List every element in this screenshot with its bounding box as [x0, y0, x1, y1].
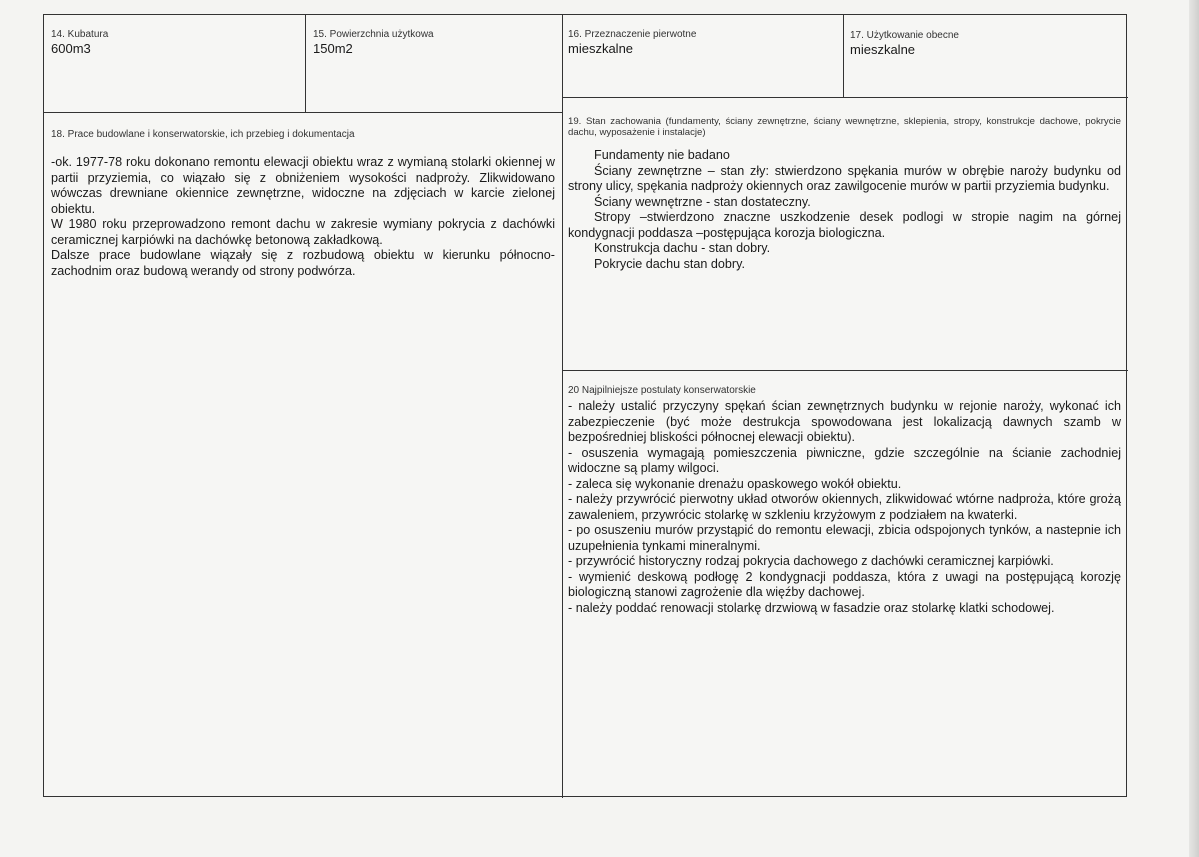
section-18-paragraph: -ok. 1977-78 roku dokonano remontu elewacji obiektu wraz z wymianą stolarki okiennej w partii przyziemia, co wiązało się z obniżeniem wysokości nadproży. Zlikwidowano wówczas drewniane okiennice zewnętrzne, widoczne na zdjęciach w karcie zielonej obiektu. [51, 155, 555, 216]
scan-edge-shadow [1189, 0, 1199, 857]
section-18 [51, 128, 555, 279]
section-19-paragraph: Pokrycie dachu stan dobry. [594, 256, 745, 271]
section-19-paragraph: Stropy –stwierdzono znaczne uszkodzenie desek podlogi w stropie nagim na górnej kondygnacji poddasza –postępująca korozja biologiczna. [568, 210, 1121, 240]
section-19-paragraph: Konstrukcja dachu - stan dobry. [594, 241, 771, 255]
field-kubatura-value: 600m3 [51, 41, 91, 56]
divider-col-14-15 [305, 15, 306, 112]
section-19 [568, 116, 1121, 272]
field-kubatura-label: 14. Kubatura [51, 29, 109, 40]
field-uzytkowanie [850, 29, 1120, 57]
field-powierzchnia-label: 15. Powierzchnia użytkowa [313, 29, 434, 40]
divider-top-row-bottom-left [44, 112, 562, 113]
divider-top-row-bottom-right [562, 97, 1128, 98]
field-uzytkowanie-label: 17. Użytkowanie obecne [850, 30, 959, 41]
section-20-label: 20 Najpilniejsze postulaty konserwatorskie [568, 385, 756, 396]
section-20-paragraph: - należy ustalić przyczyny spękań ścian zewnętrznych budynku w rejonie naroży, wykonać ich zabezpieczenie (być może destrukcja spowodowana jest lokalizacją dawnych szamb w bezpośredniej bliskości północnej elewacji obiektu). [568, 399, 1121, 444]
divider-col-16-17 [843, 15, 844, 97]
field-uzytkowanie-value: mieszkalne [850, 42, 916, 57]
section-19-label: 19. Stan zachowania (fundamenty, ściany zewnętrzne, ściany wewnętrzne, sklepienia, stropy, konstrukcje dachowe, pokrycie dachu, wyposażenie i instalacje) [568, 116, 1121, 138]
form-sheet [43, 14, 1127, 797]
section-19-paragraph: Fundamenty nie badano [594, 148, 730, 162]
section-20-paragraph: - wymienić deskową podłogę 2 kondygnacji poddasza, która z uwagi na postępującą korozję biologiczną stanowi zagrożenie dla więźby dachowej. [568, 569, 1121, 599]
section-20-paragraph: - zaleca się wykonanie drenażu opaskowego wokół obiektu. [568, 476, 902, 491]
section-19-body [568, 148, 1121, 272]
field-kubatura [51, 28, 301, 56]
section-19-paragraph: Ściany wewnętrzne - stan dostateczny. [594, 194, 811, 209]
divider-col-main [562, 15, 563, 798]
divider-19-20 [562, 370, 1128, 371]
field-przeznaczenie-value: mieszkalne [568, 41, 634, 56]
section-18-body [51, 155, 555, 279]
section-20-paragraph: - przywrócić historyczny rodzaj pokrycia dachowego z dachówki ceramicznej karpiówki. [568, 554, 1054, 568]
section-20-paragraph: - po osuszeniu murów przystąpić do remontu elewacji, zbicia odspojonych tynków, a nastepnie ich uzupełnienia tynkami mineralnymi. [568, 523, 1121, 553]
section-20 [568, 384, 1121, 616]
section-20-paragraph: - osuszenia wymagają pomieszczenia piwniczne, gdzie szczególnie na ścianie zachodniej widoczne są plamy wilgoci. [568, 445, 1121, 475]
field-przeznaczenie [568, 28, 838, 56]
section-20-paragraph: - należy poddać renowacji stolarkę drzwiową w fasadzie oraz stolarkę klatki schodowej. [568, 600, 1055, 615]
section-18-label: 18. Prace budowlane i konserwatorskie, ich przebieg i dokumentacja [51, 129, 355, 140]
section-20-paragraph: - należy przywrócić pierwotny układ otworów okiennych, zlikwidować wtórne nadproża, które grożą zawaleniem, przywrócic stolarkę w szkleniu krzyżowym z podziałem na kwaterki. [568, 492, 1121, 522]
section-20-body [568, 399, 1121, 616]
section-18-paragraph: Dalsze prace budowlane wiązały się z rozbudową obiektu w kierunku północno-zachodnim oraz budową werandy od strony podwórza. [51, 248, 555, 278]
field-powierzchnia-value: 150m2 [313, 41, 353, 56]
field-powierzchnia [313, 28, 558, 56]
field-przeznaczenie-label: 16. Przeznaczenie pierwotne [568, 29, 697, 40]
section-19-paragraph: Ściany zewnętrzne – stan zły: stwierdzono spękania murów w obrębie naroży budynku od strony ulicy, spękania nadproży okiennych oraz zawilgocenie murów w partii przyziemia budynku. [568, 163, 1121, 193]
section-18-paragraph: W 1980 roku przeprowadzono remont dachu w zakresie wymiany pokrycia z dachówki ceramicznej karpiówki na dachówkę betonową zakładkową. [51, 217, 555, 247]
